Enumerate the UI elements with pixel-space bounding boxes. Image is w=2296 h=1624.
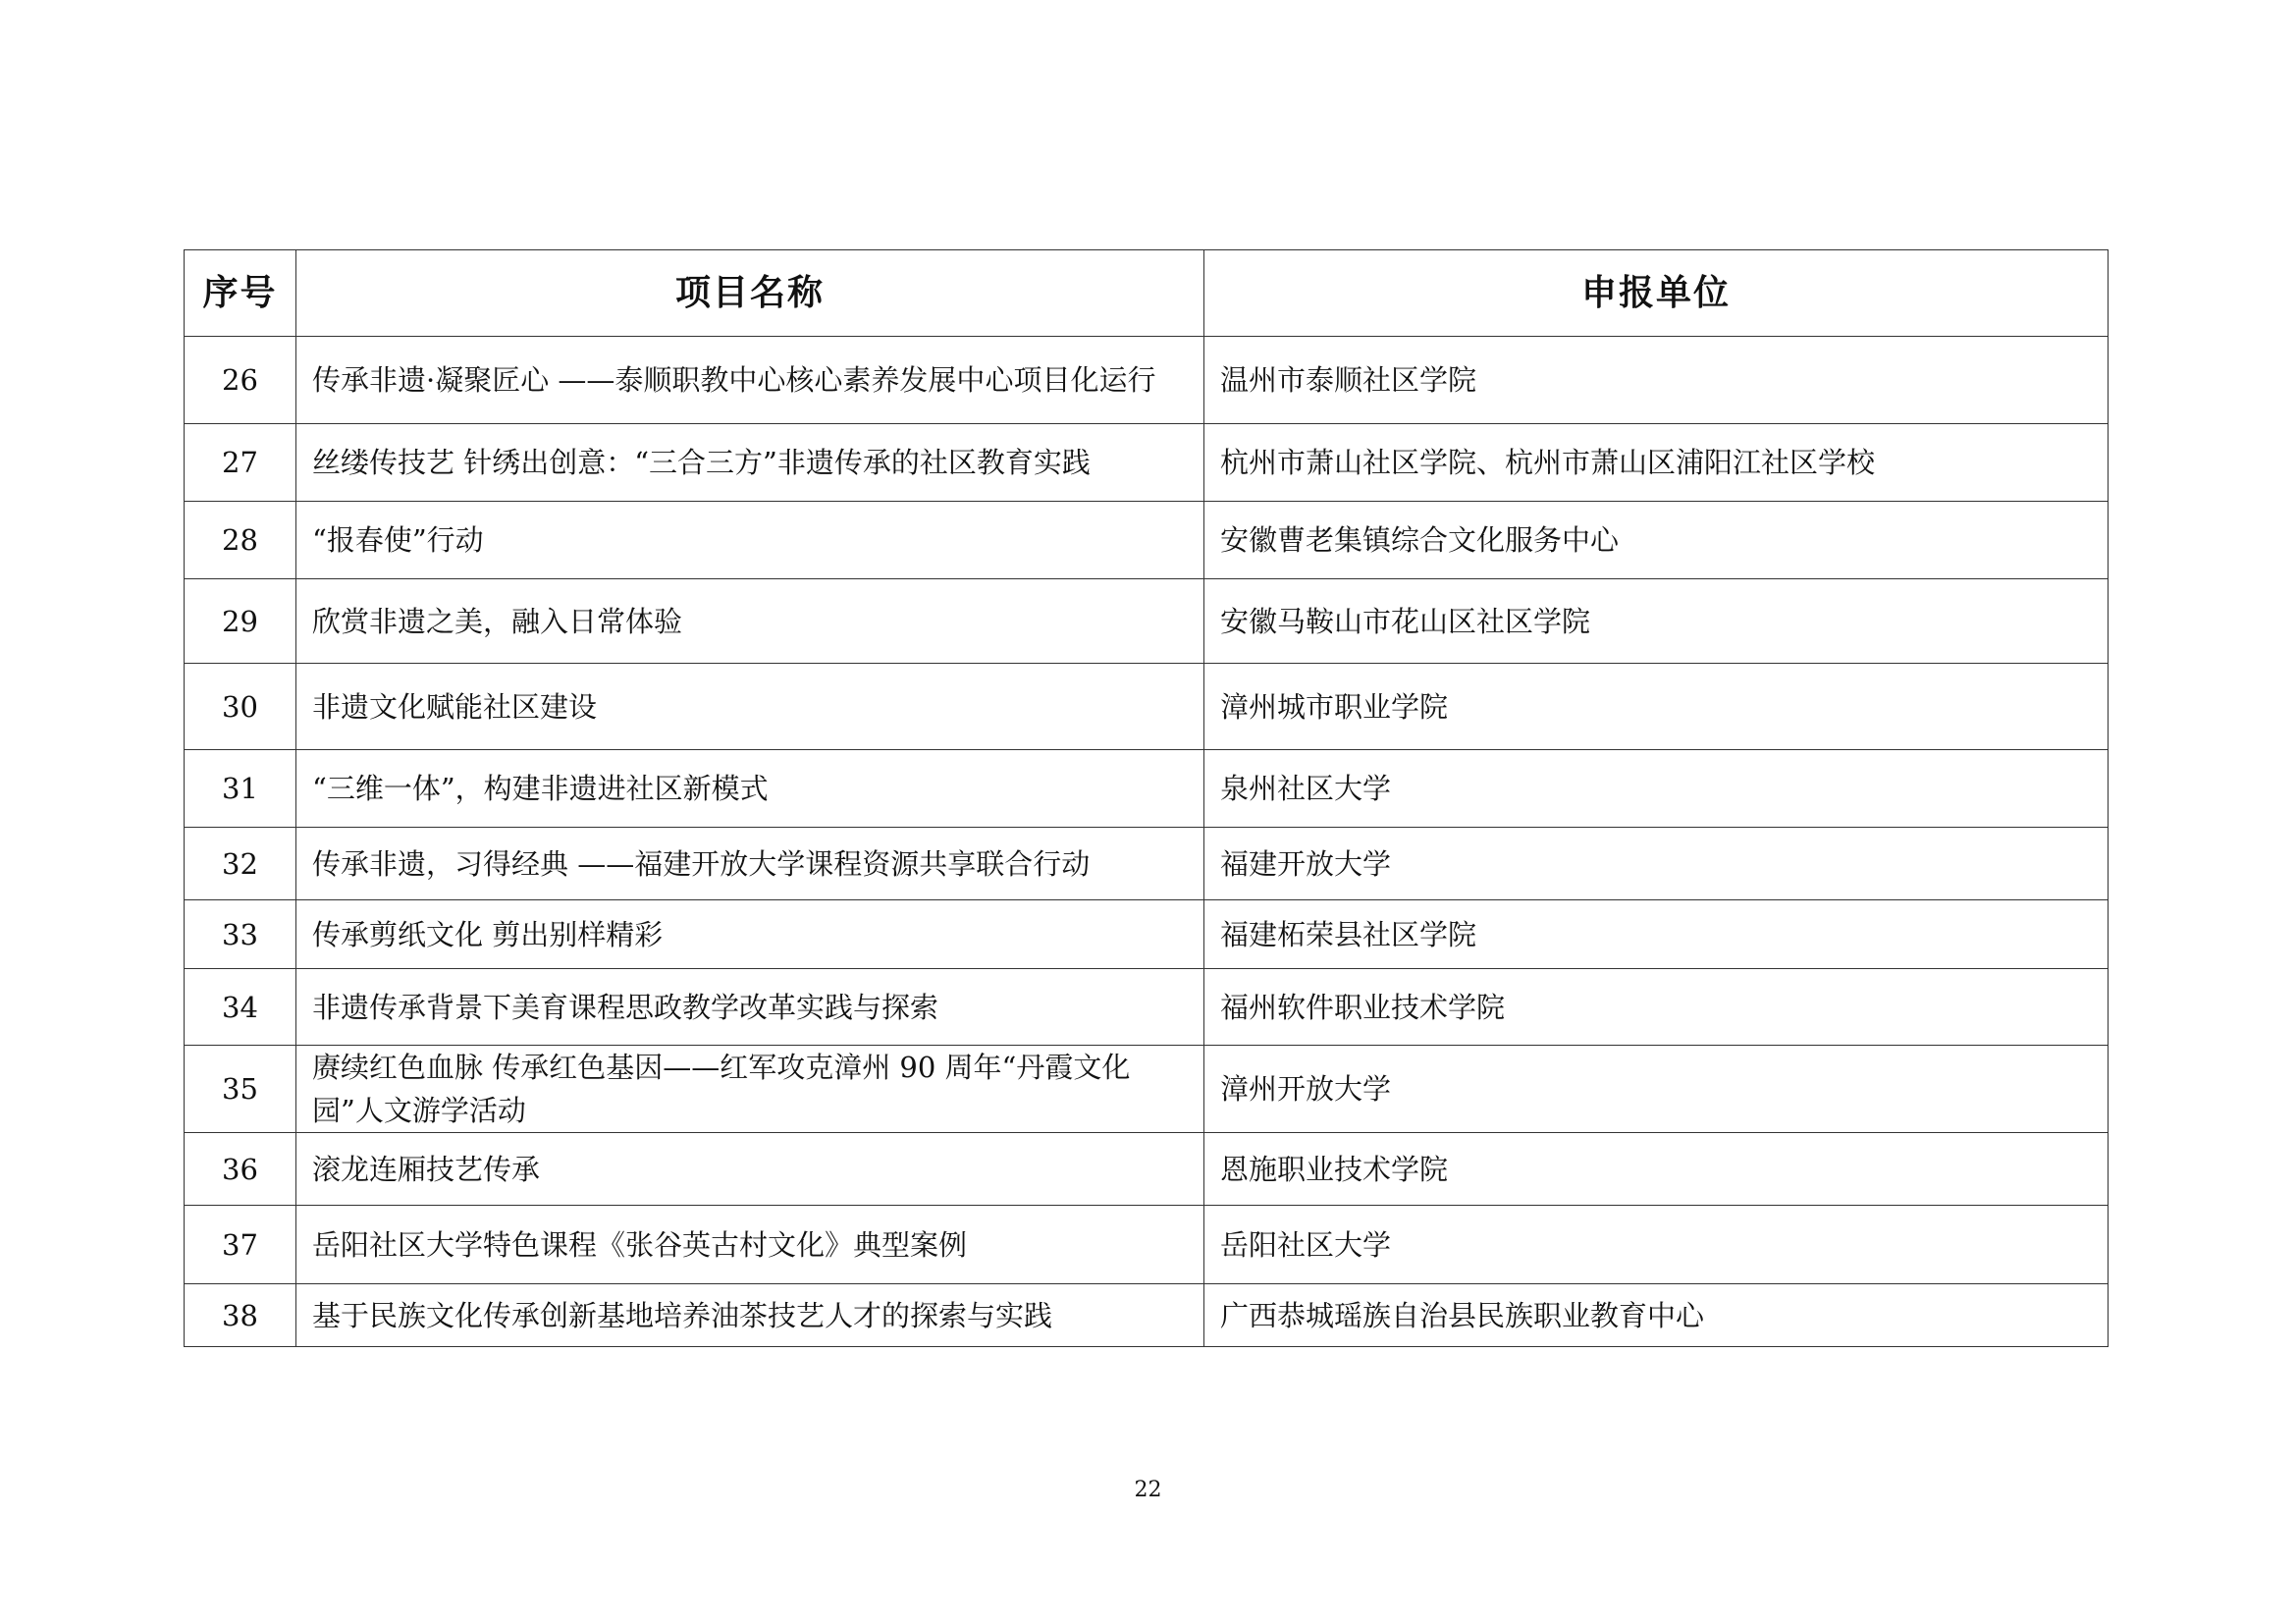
row-project-name: 基于民族文化传承创新基地培养油茶技艺人才的探索与实践 (296, 1284, 1204, 1347)
row-applicant-unit: 漳州开放大学 (1204, 1046, 2109, 1133)
header-project-name: 项目名称 (296, 250, 1204, 337)
row-serial-number: 36 (185, 1133, 296, 1206)
row-project-name: 非遗传承背景下美育课程思政教学改革实践与探索 (296, 969, 1204, 1046)
row-applicant-unit: 安徽马鞍山市花山区社区学院 (1204, 579, 2109, 664)
row-serial-number: 27 (185, 424, 296, 502)
table-row (185, 1206, 2109, 1284)
page-number: 22 (1134, 1478, 1162, 1502)
row-serial-number: 33 (185, 900, 296, 969)
row-serial-number: 29 (185, 579, 296, 664)
table-row (185, 337, 2109, 424)
row-applicant-unit: 福州软件职业技术学院 (1204, 969, 2109, 1046)
row-serial-number: 35 (185, 1046, 296, 1133)
table-row (185, 969, 2109, 1046)
table-row (185, 502, 2109, 579)
project-table (184, 249, 2109, 1347)
row-applicant-unit: 漳州城市职业学院 (1204, 664, 2109, 750)
header-applicant-unit: 申报单位 (1204, 250, 2109, 337)
row-serial-number: 37 (185, 1206, 296, 1284)
row-applicant-unit: 温州市泰顺社区学院 (1204, 337, 2109, 424)
row-serial-number: 38 (185, 1284, 296, 1347)
table-row (185, 424, 2109, 502)
row-applicant-unit: 安徽曹老集镇综合文化服务中心 (1204, 502, 2109, 579)
row-project-name: 欣赏非遗之美，融入日常体验 (296, 579, 1204, 664)
row-project-name: 传承非遗，习得经典 ——福建开放大学课程资源共享联合行动 (296, 828, 1204, 900)
row-project-name: 非遗文化赋能社区建设 (296, 664, 1204, 750)
row-project-name: 赓续红色血脉 传承红色基因——红军攻克漳州 90 周年“丹霞文化园”人文游学活动 (296, 1046, 1204, 1133)
row-applicant-unit: 恩施职业技术学院 (1204, 1133, 2109, 1206)
row-applicant-unit: 杭州市萧山社区学院、杭州市萧山区浦阳江社区学校 (1204, 424, 2109, 502)
row-serial-number: 31 (185, 750, 296, 828)
table-row (185, 750, 2109, 828)
row-project-name: 丝缕传技艺 针绣出创意：“三合三方”非遗传承的社区教育实践 (296, 424, 1204, 502)
row-serial-number: 30 (185, 664, 296, 750)
row-serial-number: 32 (185, 828, 296, 900)
header-serial-number: 序号 (185, 250, 296, 337)
row-serial-number: 26 (185, 337, 296, 424)
table-row (185, 664, 2109, 750)
row-applicant-unit: 泉州社区大学 (1204, 750, 2109, 828)
row-applicant-unit: 广西恭城瑶族自治县民族职业教育中心 (1204, 1284, 2109, 1347)
row-serial-number: 28 (185, 502, 296, 579)
row-applicant-unit: 福建柘荣县社区学院 (1204, 900, 2109, 969)
table-row (185, 1046, 2109, 1133)
row-project-name: 滚龙连厢技艺传承 (296, 1133, 1204, 1206)
table-row (185, 828, 2109, 900)
table-row (185, 1284, 2109, 1347)
table-row (185, 900, 2109, 969)
table-row (185, 579, 2109, 664)
row-applicant-unit: 岳阳社区大学 (1204, 1206, 2109, 1284)
row-project-name: 传承非遗·凝聚匠心 ——泰顺职教中心核心素养发展中心项目化运行 (296, 337, 1204, 424)
row-project-name: “三维一体”，构建非遗进社区新模式 (296, 750, 1204, 828)
table-row (185, 1133, 2109, 1206)
row-project-name: “报春使”行动 (296, 502, 1204, 579)
row-serial-number: 34 (185, 969, 296, 1046)
row-project-name: 岳阳社区大学特色课程《张谷英古村文化》典型案例 (296, 1206, 1204, 1284)
table-header-row (185, 250, 2109, 337)
row-applicant-unit: 福建开放大学 (1204, 828, 2109, 900)
row-project-name: 传承剪纸文化 剪出别样精彩 (296, 900, 1204, 969)
